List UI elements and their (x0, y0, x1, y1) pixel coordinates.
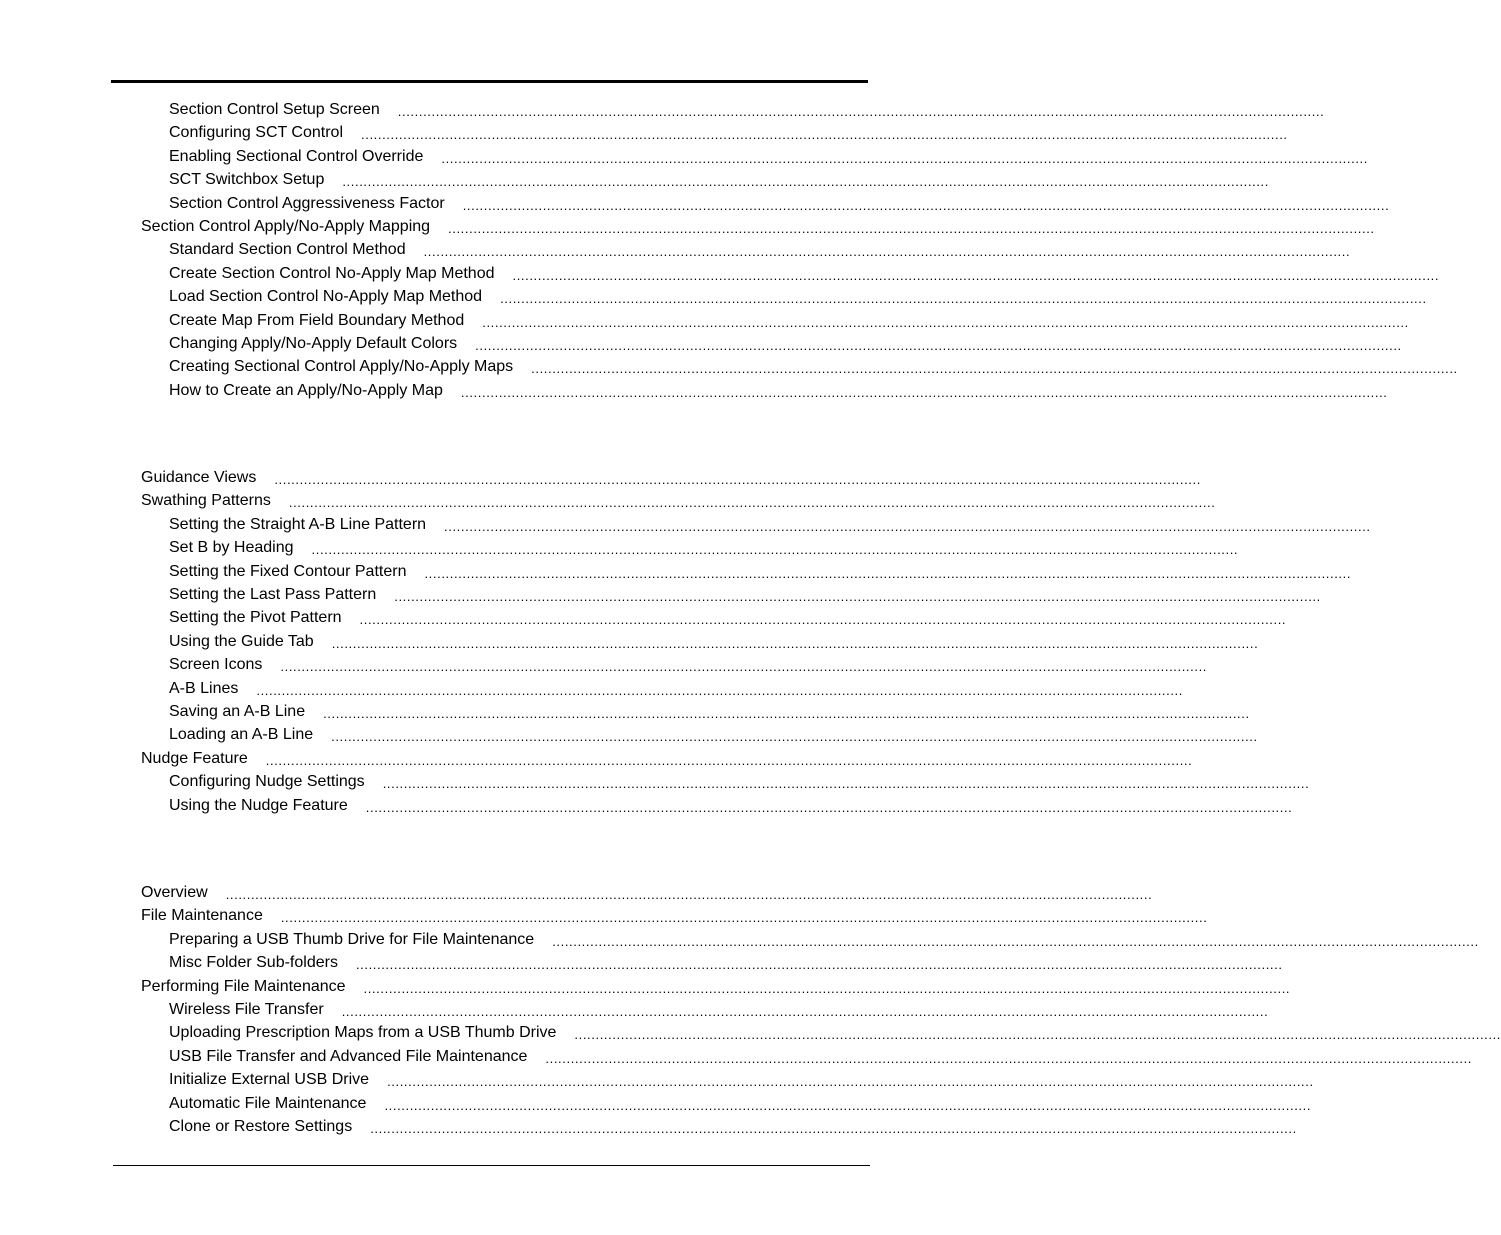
toc-dot-leader: ............................................................................................................................................................................................................................ (531, 361, 1458, 377)
toc-entry-title: Clone or Restore Settings (169, 1117, 370, 1137)
toc-entry-subheading[interactable] (169, 953, 1283, 973)
toc-entry-subheading[interactable] (169, 194, 1390, 214)
toc-entry-subheading[interactable] (169, 1000, 1269, 1020)
toc-entry-title: Standard Section Control Method (169, 240, 424, 260)
toc-entry-title: Setting the Straight A-B Line Pattern (169, 515, 444, 535)
toc-entry-subheading[interactable] (169, 100, 1325, 120)
toc-entry-subheading[interactable] (169, 1047, 1473, 1067)
toc-dot-leader: ............................................................................................................................................................................................................................ (256, 682, 1183, 698)
toc-entry-title: Load Section Control No-Apply Map Method (169, 287, 500, 307)
toc-entry-title: Section Control Setup Screen (169, 100, 398, 120)
toc-dot-leader: ............................................................................................................................................................................................................................ (444, 518, 1371, 534)
toc-dot-leader: ............................................................................................................................................................................................................................ (423, 244, 1351, 260)
toc-entry-title: Uploading Prescription Maps from a USB Thumb Drive (169, 1023, 574, 1043)
toc-entry-title: Guidance Views (141, 468, 274, 488)
toc-dot-leader: ............................................................................................................................................................................................................................ (448, 221, 1375, 236)
toc-dot-leader: ............................................................................................................................................................................................................................ (288, 495, 1216, 511)
toc-dot-leader: ............................................................................................................................................................................................................................ (460, 384, 1388, 400)
toc-dot-leader: ............................................................................................................................................................................................................................ (387, 1074, 1314, 1090)
toc-dot-leader: ............................................................................................................................................................................................................................ (574, 1027, 1501, 1043)
toc-entry-subheading[interactable] (169, 1070, 1314, 1090)
toc-entry-subheading[interactable] (169, 1023, 1501, 1043)
toc-entry-title: File Maintenance (141, 906, 281, 926)
toc-dot-leader: ............................................................................................................................................................................................................................ (382, 776, 1310, 792)
toc-entry-title: Set B by Heading (169, 538, 312, 558)
toc-entry-title: Nudge Feature (141, 749, 266, 769)
toc-entry-title: A-B Lines (169, 679, 256, 699)
toc-dot-leader: ............................................................................................................................................................................................................................ (365, 799, 1293, 815)
toc-dot-leader: ............................................................................................................................................................................................................................ (500, 291, 1427, 307)
toc-dot-leader: ............................................................................................................................................................................................................................ (341, 1004, 1269, 1019)
toc-entry-title: Swathing Patterns (141, 491, 289, 511)
toc-entry-title: Section Control Apply/No-Apply Mapping (141, 217, 448, 237)
toc-dot-leader: ............................................................................................................................................................................................................................ (342, 174, 1269, 190)
toc-entry-subheading[interactable] (169, 608, 1287, 628)
toc-entry-title: Preparing a USB Thumb Drive for File Maintenance (169, 930, 552, 950)
toc-dot-leader: ............................................................................................................................................................................................................................ (424, 565, 1352, 581)
toc-entry-subheading[interactable] (169, 123, 1288, 143)
toc-entry-subheading[interactable] (169, 725, 1258, 745)
toc-entry-subheading[interactable] (169, 1117, 1297, 1137)
toc-dot-leader: ............................................................................................................................................................................................................................ (482, 314, 1409, 330)
toc-entry-title: Wireless File Transfer (169, 1000, 342, 1020)
toc-entry-subheading[interactable] (169, 655, 1207, 675)
header-rule (111, 80, 868, 83)
toc-dot-leader: ............................................................................................................................................................................................................................ (265, 752, 1193, 768)
toc-dot-leader: ............................................................................................................................................................................................................................ (280, 910, 1208, 926)
toc-entry-subheading[interactable] (169, 381, 1388, 401)
toc-entry-title: How to Create an Apply/No-Apply Map (169, 381, 461, 401)
toc-entry-heading[interactable] (141, 883, 1153, 903)
toc-entry-subheading[interactable] (169, 796, 1293, 816)
toc-entry-title: Overview (141, 883, 226, 903)
toc-entry-title: Setting the Last Pass Pattern (169, 585, 394, 605)
toc-dot-leader: ............................................................................................................................................................................................................................ (225, 887, 1153, 902)
toc-entry-title: Saving an A-B Line (169, 702, 323, 722)
toc-dot-leader: ............................................................................................................................................................................................................................ (311, 542, 1239, 558)
toc-entry-title: Performing File Maintenance (141, 977, 364, 997)
toc-entry-title: Configuring SCT Control (169, 123, 361, 143)
toc-entry-title: Section Control Aggressiveness Factor (169, 194, 463, 214)
toc-entry-subheading[interactable] (169, 702, 1250, 722)
toc-entry-subheading[interactable] (169, 170, 1269, 190)
toc-entry-heading[interactable] (141, 468, 1201, 488)
toc-entry-title: Setting the Pivot Pattern (169, 608, 360, 628)
toc-dot-leader: ............................................................................................................................................................................................................................ (462, 197, 1390, 213)
toc-entry-title: Initialize External USB Drive (169, 1070, 387, 1090)
toc-dot-leader: ............................................................................................................................................................................................................................ (331, 635, 1259, 651)
toc-dot-leader: ............................................................................................................................................................................................................................ (363, 980, 1291, 996)
toc-entry-title: Create Map From Field Boundary Method (169, 311, 482, 331)
toc-dot-leader: ............................................................................................................................................................................................................................ (475, 338, 1402, 353)
toc-entry-heading[interactable] (141, 906, 1208, 926)
toc-entry-subheading[interactable] (169, 147, 1368, 167)
toc-entry-title: Automatic File Maintenance (169, 1094, 384, 1114)
toc-entry-title: Configuring Nudge Settings (169, 772, 383, 792)
toc-dot-leader: ............................................................................................................................................................................................................................ (359, 612, 1287, 628)
toc-dot-leader: ............................................................................................................................................................................................................................ (323, 706, 1250, 721)
toc-entry-subheading[interactable] (169, 240, 1351, 260)
toc-dot-leader: ............................................................................................................................................................................................................................ (331, 729, 1258, 745)
toc-dot-leader: ............................................................................................................................................................................................................................ (384, 1097, 1312, 1113)
toc-entry-subheading[interactable] (169, 1094, 1312, 1114)
toc-entry-heading[interactable] (141, 977, 1291, 997)
toc-entry-title: Changing Apply/No-Apply Default Colors (169, 334, 475, 354)
toc-entry-title: Setting the Fixed Contour Pattern (169, 562, 424, 582)
toc-entry-title: Using the Guide Tab (169, 632, 332, 652)
toc-entry-subheading[interactable] (169, 632, 1259, 652)
toc-entry-title: Enabling Sectional Control Override (169, 147, 441, 167)
toc-dot-leader: ............................................................................................................................................................................................................................ (361, 127, 1288, 143)
toc-entry-title: SCT Switchbox Setup (169, 170, 342, 190)
toc-entry-subheading[interactable] (169, 930, 1479, 950)
toc-entry-subheading[interactable] (169, 515, 1371, 535)
toc-dot-leader: ............................................................................................................................................................................................................................ (397, 104, 1325, 119)
toc-dot-leader: ............................................................................................................................................................................................................................ (441, 150, 1368, 166)
toc-entry-title: Using the Nudge Feature (169, 796, 366, 816)
toc-entry-title: Screen Icons (169, 655, 280, 675)
footer-rule (113, 1165, 870, 1166)
toc-dot-leader: ............................................................................................................................................................................................................................ (280, 659, 1207, 675)
toc-entry-subheading[interactable] (169, 562, 1352, 582)
toc-dot-leader: ............................................................................................................................................................................................................................ (370, 1121, 1297, 1136)
toc-entry-heading[interactable] (141, 217, 1375, 237)
toc-entry-title: Loading an A-B Line (169, 725, 331, 745)
toc-entry-subheading[interactable] (169, 287, 1427, 307)
toc-entry-heading[interactable] (141, 491, 1216, 511)
toc-dot-leader: ............................................................................................................................................................................................................................ (512, 267, 1440, 283)
toc-entry-subheading[interactable] (169, 772, 1310, 792)
toc-entry-subheading[interactable] (169, 357, 1458, 377)
toc-dot-leader: ............................................................................................................................................................................................................................ (552, 933, 1479, 949)
toc-entry-subheading[interactable] (169, 334, 1402, 354)
toc-entry-subheading[interactable] (169, 679, 1183, 699)
toc-entry-title: Misc Folder Sub-folders (169, 953, 356, 973)
toc-dot-leader: ............................................................................................................................................................................................................................ (355, 957, 1283, 973)
toc-entry-subheading[interactable] (169, 538, 1239, 558)
toc-entry-title: Creating Sectional Control Apply/No-Apply Maps (169, 357, 531, 377)
toc-entry-subheading[interactable] (169, 264, 1440, 284)
toc-entry-heading[interactable] (141, 749, 1193, 769)
toc-dot-leader: ............................................................................................................................................................................................................................ (274, 472, 1201, 487)
toc-entry-title: Create Section Control No-Apply Map Method (169, 264, 513, 284)
toc-entry-subheading[interactable] (169, 311, 1409, 331)
toc-entry-title: USB File Transfer and Advanced File Maintenance (169, 1047, 545, 1067)
toc-dot-leader: ............................................................................................................................................................................................................................ (394, 589, 1321, 604)
toc-dot-leader: ............................................................................................................................................................................................................................ (545, 1050, 1473, 1066)
toc-entry-subheading[interactable] (169, 585, 1321, 605)
